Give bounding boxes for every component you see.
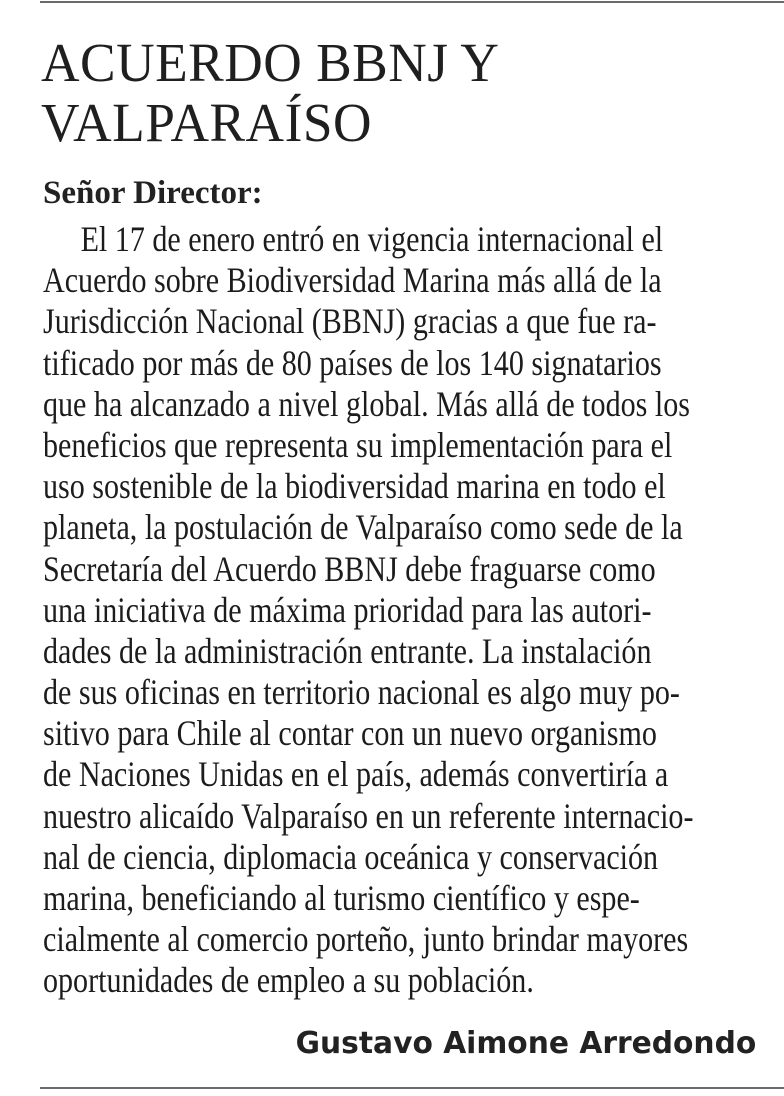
body-line: cialmente al comercio porteño, junto brindar mayores: [43, 919, 689, 960]
body-line: beneficios que representa su implementación para el: [43, 424, 673, 465]
body-line: nal de ciencia, diplomacia oceánica y conservación: [43, 836, 659, 877]
body-line: marina, beneficiando al turismo científico y espe-: [43, 878, 640, 918]
body-line: Secretaría del Acuerdo BBNJ debe fraguarse como: [43, 548, 656, 589]
bottom-divider: [40, 1087, 784, 1089]
body-line: que ha alcanzado a nivel global. Más allá de todos los: [43, 383, 690, 424]
body-line: nuestro alicaído Valparaíso en un referente internacio-: [43, 795, 694, 836]
author-signature: Gustavo Aimone Arredondo: [295, 1026, 756, 1061]
letter-body: [43, 219, 783, 1002]
article-title: [41, 33, 749, 153]
body-line: tificado por más de 80 países de los 140 signatarios: [43, 342, 662, 383]
body-line: de sus oficinas en territorio nacional es algo muy po-: [43, 672, 680, 713]
title-line: VALPARAÍSO: [41, 92, 372, 153]
body-line: planeta, la postulación de Valparaíso como sede de la: [43, 507, 683, 548]
body-line: oportunidades de empleo a su población.: [43, 960, 534, 1001]
title-line: ACUERDO BBNJ Y: [41, 32, 500, 93]
body-line: El 17 de enero entró en vigencia internacional el: [43, 219, 664, 259]
salutation: Señor Director:: [43, 175, 263, 211]
body-line: una iniciativa de máxima prioridad para las autori-: [43, 589, 652, 630]
body-line: uso sostenible de la biodiversidad marina en todo el: [43, 466, 666, 507]
top-divider: [40, 1, 784, 3]
body-line: sitivo para Chile al contar con un nuevo organismo: [43, 713, 657, 754]
body-line: Acuerdo sobre Biodiversidad Marina más allá de la: [43, 260, 662, 301]
body-line: de Naciones Unidas en el país, además convertiría a: [43, 754, 669, 795]
body-line: dades de la administración entrante. La instalación: [43, 630, 652, 671]
body-line: Jurisdicción Nacional (BBNJ) gracias a que fue ra-: [43, 301, 657, 342]
